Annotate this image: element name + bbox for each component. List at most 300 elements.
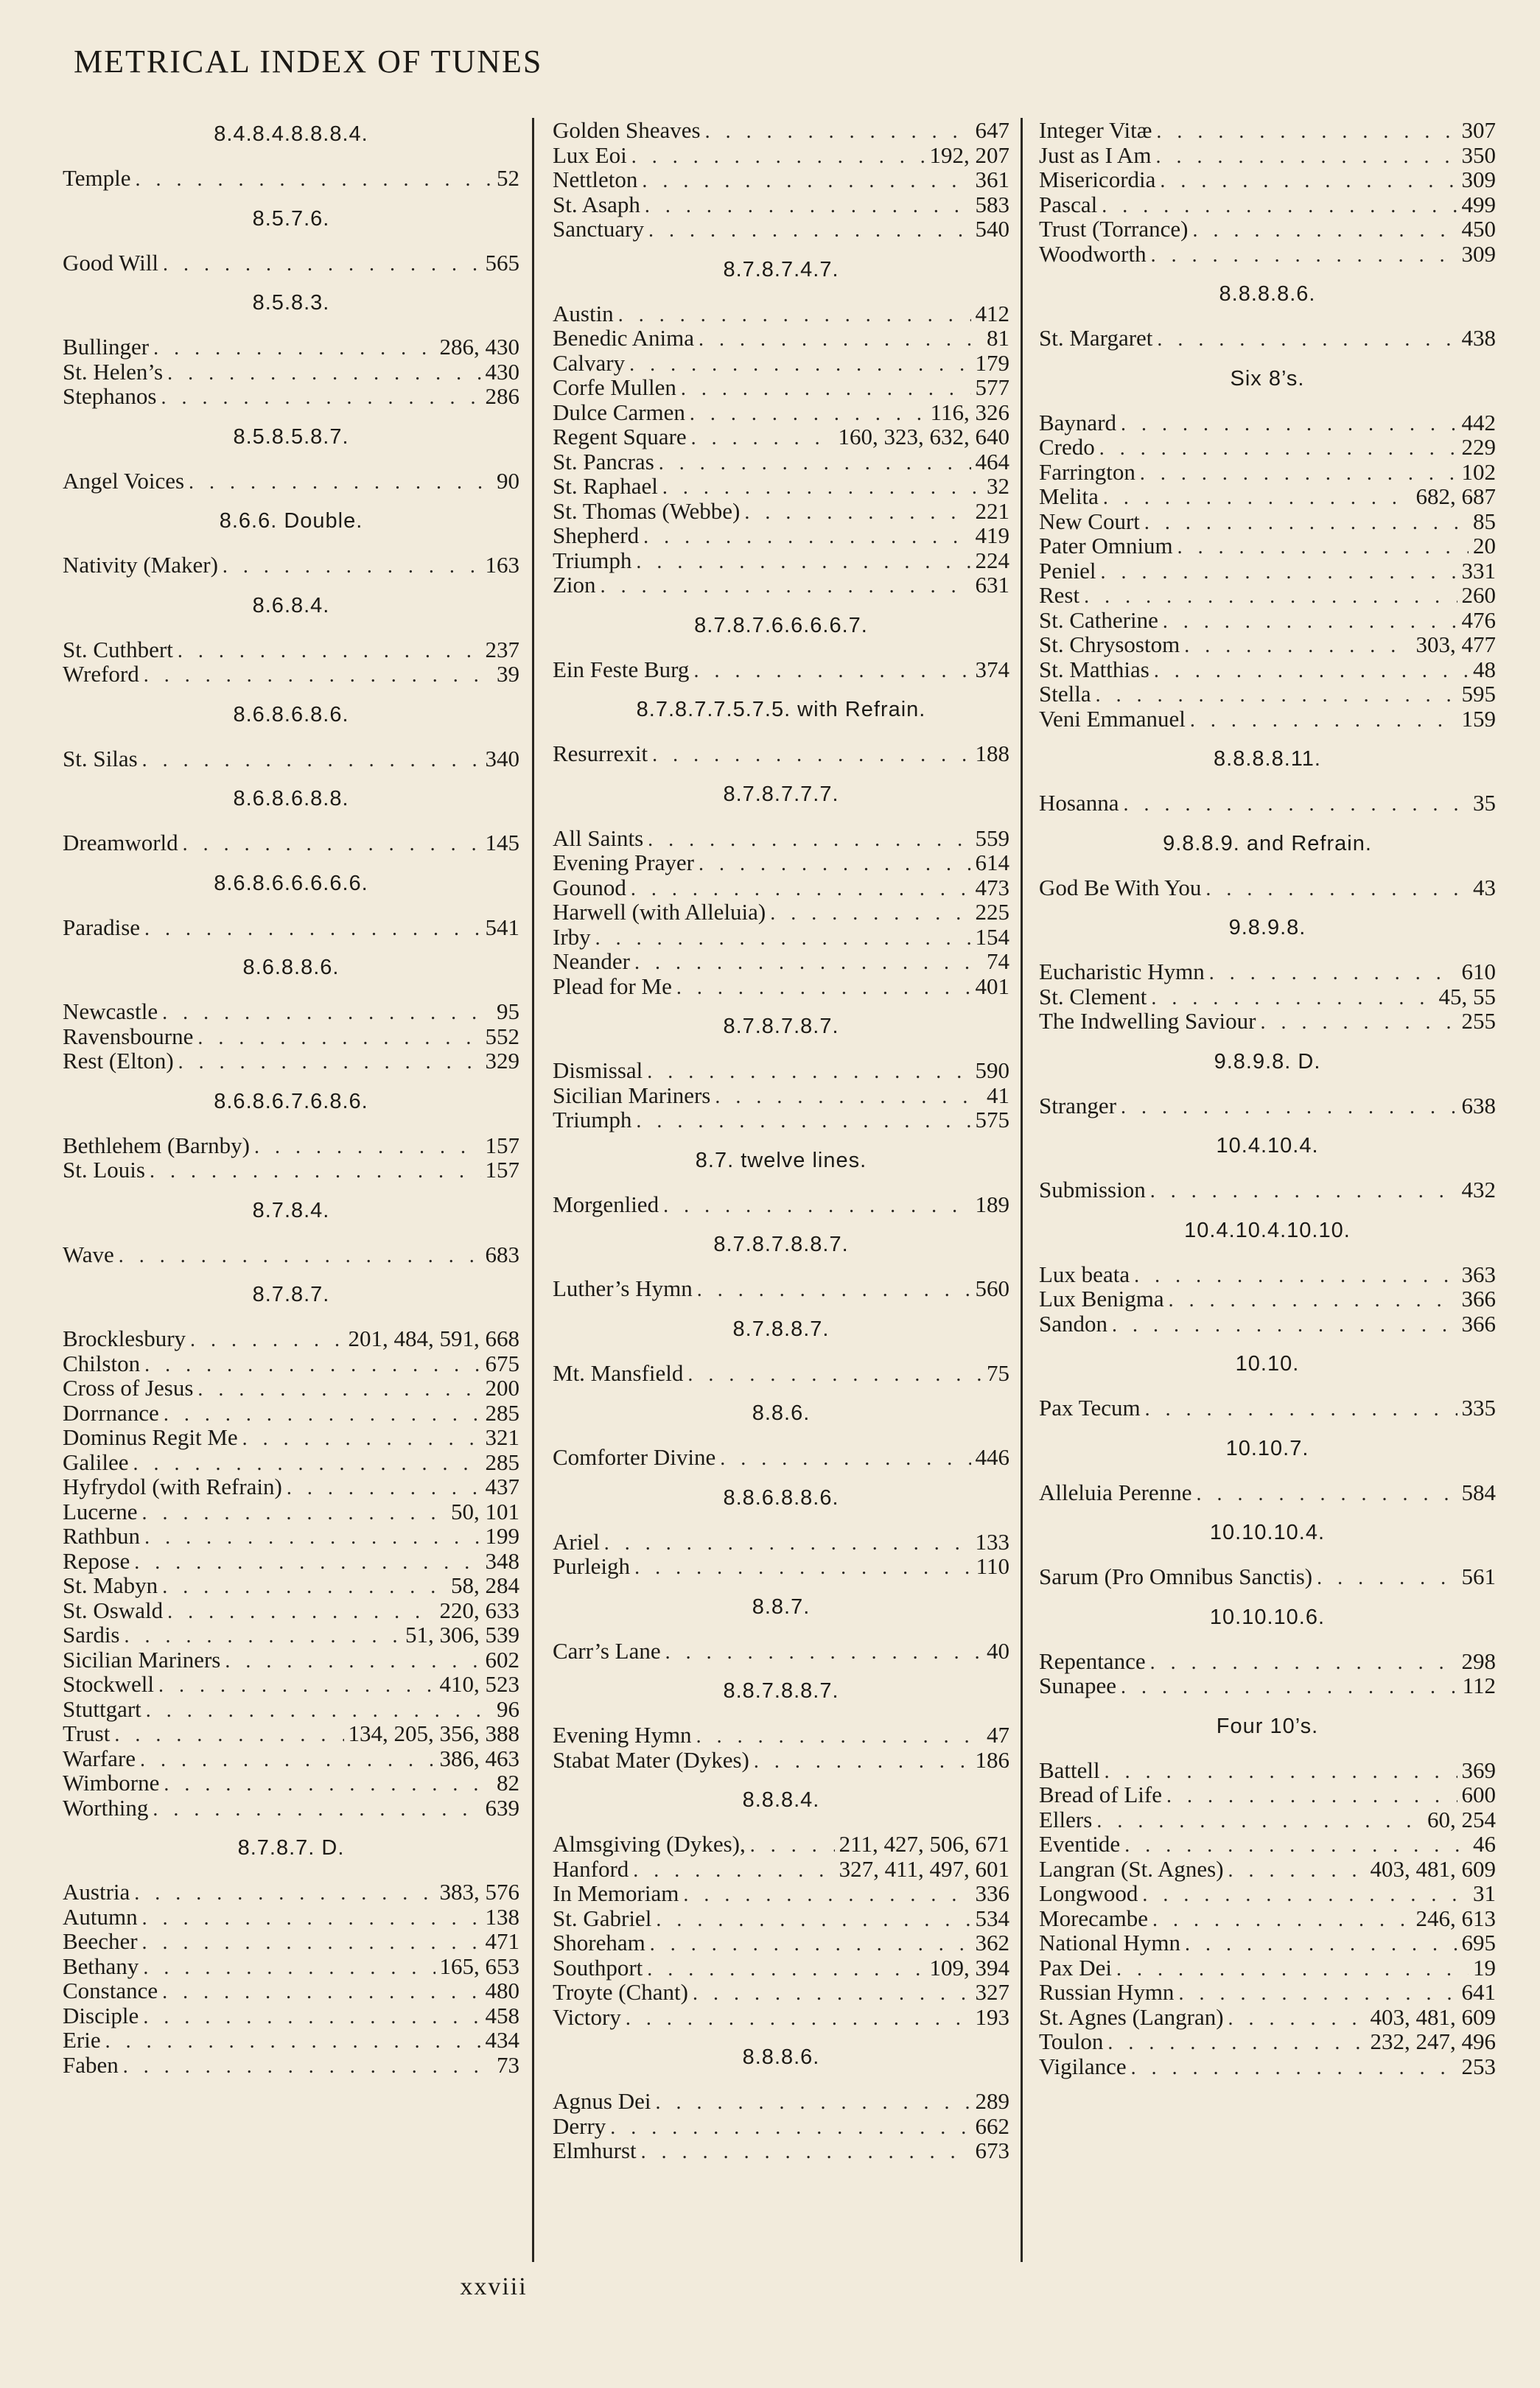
hymn-numbers: 116, 326 <box>930 399 1009 425</box>
tune-entry <box>63 1880 519 1905</box>
hymn-numbers: 560 <box>975 1275 1009 1301</box>
hymn-numbers: 600 <box>1461 1782 1496 1807</box>
meter-heading: 9.8.8.9. and Refrain. <box>1163 831 1372 855</box>
dot-leader <box>183 832 481 857</box>
hymn-numbers: 201, 484, 591, 668 <box>348 1326 519 1351</box>
dot-leader <box>770 901 970 926</box>
meter-section <box>1039 1046 1496 1118</box>
dot-leader <box>153 1797 480 1822</box>
tune-name: Southport <box>553 1954 643 1981</box>
dot-leader <box>1177 535 1469 560</box>
tune-name: St. Catherine <box>1039 606 1158 633</box>
tune-entry <box>553 925 1009 950</box>
tune-name: Hosanna <box>1039 790 1119 816</box>
hymn-numbers: 163 <box>485 552 519 578</box>
hymn-numbers: 335 <box>1461 1395 1496 1421</box>
meter-section <box>63 118 519 191</box>
tune-entry <box>1039 608 1496 633</box>
tune-entry <box>553 1083 1009 1108</box>
hymn-numbers: 96 <box>497 1695 519 1722</box>
tune-name: Peniel <box>1039 557 1096 584</box>
tune-name: Dulce Carmen <box>553 399 685 425</box>
dot-leader <box>1131 2056 1457 2081</box>
tune-name: Golden Sheaves <box>553 117 701 143</box>
hymn-numbers: 186 <box>975 1746 1009 1773</box>
meter-heading: 8.7.8.8.7. <box>732 1317 830 1341</box>
tune-entry <box>1039 435 1496 460</box>
tune-name: Bread of Life <box>1039 1782 1162 1807</box>
tune-entry <box>63 1929 519 1954</box>
tune-name: Stabat Mater (Dykes) <box>553 1746 749 1773</box>
hymn-numbers: 220, 633 <box>439 1597 519 1623</box>
tune-entry <box>63 2003 519 2028</box>
tune-name: Veni Emmanuel <box>1039 705 1186 732</box>
tune-entry <box>63 166 519 191</box>
hymn-numbers: 480 <box>485 1978 519 2003</box>
meter-section <box>1039 278 1496 351</box>
hymn-numbers: 446 <box>975 1444 1009 1470</box>
hymn-numbers: 75 <box>987 1359 1009 1386</box>
tune-name: Stockwell <box>63 1671 154 1697</box>
hymn-numbers: 165, 653 <box>439 1953 519 1979</box>
tune-name: Sandon <box>1039 1310 1107 1337</box>
hymn-numbers: 442 <box>1461 409 1496 435</box>
tune-name: Calvary <box>553 349 626 376</box>
tune-name: Ein Feste Burg <box>553 656 690 682</box>
meter-section <box>553 693 1009 766</box>
tune-name: Evening Prayer <box>553 850 694 875</box>
meter-section <box>63 505 519 578</box>
dot-leader <box>142 1501 447 1526</box>
dot-leader <box>750 1833 835 1858</box>
dot-leader <box>1121 1675 1458 1700</box>
tune-name: Cross of Jesus <box>63 1375 194 1401</box>
dot-leader <box>142 748 481 773</box>
dot-leader <box>1151 243 1457 268</box>
dot-leader <box>1105 1760 1457 1785</box>
tune-entry <box>553 1832 1009 1857</box>
tune-name: St. Cuthbert <box>63 636 173 662</box>
meter-section <box>553 609 1009 682</box>
hymn-numbers: 383, 576 <box>439 1879 519 1905</box>
hymn-numbers: 159 <box>1461 705 1496 732</box>
tune-name: Beecher <box>63 1928 138 1954</box>
tune-name: Integer Vitæ <box>1039 117 1152 143</box>
tune-name: Bethlehem (Barnby) <box>63 1132 250 1158</box>
meter-section <box>1039 743 1496 816</box>
tune-entry <box>553 974 1009 999</box>
dot-leader <box>1107 2031 1365 2056</box>
tune-entry <box>553 1748 1009 1773</box>
tune-entry <box>553 741 1009 766</box>
hymn-numbers: 361 <box>975 167 1009 192</box>
tune-name: Erie <box>63 2027 101 2053</box>
tune-entry <box>553 1445 1009 1470</box>
tune-name: Baynard <box>1039 409 1117 435</box>
tune-name: Regent Square <box>553 424 687 449</box>
dot-leader <box>683 1883 970 1908</box>
tune-entry <box>63 1326 519 1351</box>
meter-section <box>63 951 519 1074</box>
tune-name: Neander <box>553 948 630 974</box>
tune-entry <box>553 1107 1009 1132</box>
tune-entry <box>63 1796 519 1821</box>
hymn-numbers: 90 <box>497 467 519 494</box>
tune-entry <box>63 1133 519 1158</box>
dot-leader <box>1103 486 1412 511</box>
tune-name: Purleigh <box>553 1553 631 1579</box>
dot-leader <box>631 877 971 902</box>
dot-leader <box>641 2140 971 2165</box>
tune-name: Stephanos <box>63 383 157 409</box>
dot-leader <box>744 500 970 525</box>
tune-entry <box>553 1192 1009 1217</box>
tune-name: Ravensbourne <box>63 1023 194 1049</box>
meter-section <box>553 1313 1009 1386</box>
dot-leader <box>1102 194 1457 219</box>
meter-section <box>1039 363 1496 732</box>
hymn-numbers: 193 <box>975 2003 1009 2030</box>
hymn-numbers: 138 <box>485 1903 519 1930</box>
dot-leader <box>697 1278 971 1303</box>
dot-leader <box>754 1749 971 1774</box>
tune-entry <box>1039 1480 1496 1505</box>
tune-entry <box>1039 118 1496 143</box>
meter-section <box>1039 1214 1496 1337</box>
meter-section <box>63 589 519 687</box>
tune-entry <box>63 1771 519 1796</box>
meter-section <box>63 782 519 855</box>
tune-name: Battell <box>1039 1757 1100 1783</box>
tune-name: Worthing <box>63 1794 149 1821</box>
dot-leader <box>1084 584 1457 609</box>
dot-leader <box>1155 144 1457 169</box>
hymn-numbers: 85 <box>1473 508 1496 534</box>
hymn-numbers: 541 <box>485 914 519 940</box>
meter-section <box>553 1228 1009 1301</box>
hymn-numbers: 683 <box>485 1241 519 1267</box>
hymn-numbers: 473 <box>975 874 1009 900</box>
hymn-numbers: 109, 394 <box>929 1954 1009 1981</box>
dot-leader <box>1150 1179 1457 1204</box>
tune-name: Lux Benigma <box>1039 1286 1164 1312</box>
dot-leader <box>1144 511 1469 536</box>
meter-heading: Four 10’s. <box>1216 1714 1319 1738</box>
meter-section <box>553 2041 1009 2163</box>
dot-leader <box>1142 1883 1469 1908</box>
tune-entry <box>1039 533 1496 559</box>
tune-entry <box>553 301 1009 326</box>
dot-leader <box>650 1932 971 1957</box>
tune-entry <box>63 1598 519 1623</box>
meter-heading: 8.6.8.4. <box>252 593 330 617</box>
dot-leader <box>1209 961 1457 986</box>
hymn-numbers: 476 <box>1461 606 1496 633</box>
dot-leader <box>699 327 982 352</box>
meter-heading: 8.7.8.4. <box>252 1198 330 1222</box>
tune-entry <box>553 1361 1009 1386</box>
dot-leader <box>643 525 970 550</box>
hymn-numbers: 45, 55 <box>1438 983 1496 1009</box>
hymn-numbers: 401 <box>975 973 1009 999</box>
dot-leader <box>1099 436 1457 461</box>
meter-heading: 8.8.8.8.11. <box>1214 747 1321 771</box>
hymn-numbers: 307 <box>1461 117 1496 143</box>
dot-leader <box>1096 1809 1423 1834</box>
tune-entry <box>1039 1881 1496 1906</box>
dot-leader <box>687 1362 982 1387</box>
hymn-numbers: 662 <box>975 2112 1009 2139</box>
dot-leader <box>595 926 971 951</box>
dot-leader <box>162 1575 447 1600</box>
tune-entry <box>1039 875 1496 900</box>
meter-heading: 8.8.8.6. <box>742 2045 820 2069</box>
dot-leader <box>142 1930 481 1955</box>
hymn-numbers: 412 <box>975 300 1009 326</box>
tune-entry <box>553 949 1009 974</box>
dot-leader <box>601 574 971 599</box>
tune-name: St. Helen’s <box>63 358 164 385</box>
meter-heading: 8.6.8.6.8.6. <box>233 702 349 726</box>
tune-entry <box>553 1881 1009 1906</box>
tune-entry <box>63 1401 519 1426</box>
meter-section <box>63 1194 519 1267</box>
dot-leader <box>676 976 971 1001</box>
meter-heading: 10.10.7. <box>1225 1436 1309 1460</box>
dot-leader <box>142 1906 481 1931</box>
hymn-numbers: 229 <box>1461 434 1496 460</box>
tune-name: Victory <box>553 2003 621 2030</box>
tune-entry <box>63 1978 519 2003</box>
dot-leader <box>1145 1397 1457 1422</box>
tune-entry <box>63 1242 519 1267</box>
hymn-numbers: 675 <box>485 1350 519 1376</box>
hymn-numbers: 51, 306, 539 <box>405 1622 519 1648</box>
meter-section <box>553 1591 1009 1664</box>
tune-entry <box>63 1376 519 1401</box>
meter-section <box>1039 911 1496 1034</box>
dot-leader <box>629 352 970 377</box>
tune-entry <box>553 523 1009 548</box>
hymn-numbers: 224 <box>975 547 1009 573</box>
hymn-numbers: 134, 205, 356, 388 <box>348 1720 519 1746</box>
meter-heading: 10.4.10.4.10.10. <box>1184 1218 1351 1242</box>
tune-name: St. Matthias <box>1039 656 1149 682</box>
tune-entry <box>1039 632 1496 657</box>
tune-name: Pax Tecum <box>1039 1395 1141 1421</box>
meter-section <box>553 1010 1009 1132</box>
hymn-numbers: 286, 430 <box>439 334 519 360</box>
tune-name: Rest <box>1039 582 1080 608</box>
meter-section <box>553 1397 1009 1470</box>
hymn-numbers: 419 <box>975 522 1009 548</box>
tune-name: Rathbun <box>63 1523 141 1549</box>
dot-leader <box>167 361 480 386</box>
meter-section <box>553 778 1009 999</box>
hymn-numbers: 221 <box>975 497 1009 524</box>
meter-heading: 9.8.9.8. D. <box>1214 1049 1321 1074</box>
meter-section <box>63 1278 519 1820</box>
dot-leader <box>715 1085 982 1110</box>
meter-section <box>1039 1601 1496 1698</box>
tune-entry <box>63 1351 519 1376</box>
tune-entry <box>1039 217 1496 242</box>
tune-entry <box>553 326 1009 351</box>
tune-name: Ariel <box>553 1528 600 1555</box>
tune-name: Luther’s Hymn <box>553 1275 693 1301</box>
dot-leader <box>1151 986 1434 1011</box>
dot-leader <box>167 1600 435 1625</box>
tune-name: Sicilian Mariners <box>553 1082 711 1108</box>
tune-name: Dominus Regit Me <box>63 1424 238 1450</box>
dot-leader <box>162 1001 492 1026</box>
tune-name: Langran (St. Agnes) <box>1039 1855 1224 1882</box>
tune-name: St. Gabriel <box>553 1905 652 1931</box>
tune-name: Dismissal <box>553 1057 643 1083</box>
tune-entry <box>1039 1930 1496 1955</box>
tune-name: Morecambe <box>1039 1905 1149 1931</box>
tune-name: Eucharistic Hymn <box>1039 959 1205 984</box>
tune-entry <box>1039 1093 1496 1118</box>
meter-section <box>1039 1710 1496 2079</box>
tune-entry <box>553 900 1009 925</box>
tune-entry <box>63 1905 519 1930</box>
tune-name: Credo <box>1039 434 1095 460</box>
dot-leader <box>659 451 971 476</box>
meter-heading: 8.6.8.8.6. <box>242 956 340 979</box>
hymn-numbers: 189 <box>975 1191 1009 1217</box>
hymn-numbers: 95 <box>497 998 519 1024</box>
hymn-numbers: 327 <box>975 1979 1009 2005</box>
tune-entry <box>1039 1758 1496 1783</box>
hymn-numbers: 559 <box>975 824 1009 851</box>
tune-name: Comforter Divine <box>553 1444 716 1470</box>
tune-entry <box>63 1697 519 1722</box>
tune-name: St. Chrysostom <box>1039 631 1180 657</box>
dot-leader <box>642 169 970 194</box>
dot-leader <box>136 167 492 192</box>
tune-name: Triumph <box>553 547 632 573</box>
dot-leader <box>696 1724 982 1749</box>
tune-entry <box>1039 484 1496 509</box>
meter-heading: 8.5.8.3. <box>252 291 330 315</box>
tune-name: Austin <box>553 300 614 326</box>
column-divider-1 <box>532 118 534 2262</box>
hymn-numbers: 60, 254 <box>1427 1806 1496 1832</box>
dot-leader <box>223 554 481 579</box>
tune-name: Farrington <box>1039 458 1135 485</box>
tune-entry <box>553 499 1009 524</box>
tune-entry <box>553 826 1009 851</box>
tune-entry <box>1039 984 1496 1009</box>
tune-entry <box>63 335 519 360</box>
meter-section <box>63 421 519 494</box>
tune-entry <box>1039 1396 1496 1421</box>
tune-name: Longwood <box>1039 1880 1138 1906</box>
dot-leader <box>1121 412 1457 437</box>
dot-leader <box>1196 1482 1457 1507</box>
tune-name: Shepherd <box>553 522 640 548</box>
tune-name: Disciple <box>63 2002 139 2028</box>
tune-entry <box>1039 791 1496 816</box>
dot-leader <box>693 1981 971 2006</box>
tune-entry <box>1039 1832 1496 1857</box>
dot-leader <box>144 663 492 688</box>
tune-name: Constance <box>63 1978 158 2003</box>
tune-entry <box>553 1857 1009 1882</box>
dot-leader <box>1178 1981 1457 2006</box>
hymn-numbers: 366 <box>1461 1310 1496 1337</box>
tune-entry <box>63 662 519 687</box>
dot-leader <box>1154 659 1469 684</box>
dot-leader <box>636 550 970 575</box>
hymn-numbers: 232, 247, 496 <box>1370 2028 1496 2054</box>
hymn-numbers: 369 <box>1461 1757 1496 1783</box>
hymn-numbers: 602 <box>485 1646 519 1673</box>
tune-entry <box>1039 2005 1496 2030</box>
hymn-numbers: 237 <box>485 636 519 662</box>
tune-entry <box>63 1622 519 1648</box>
tune-name: Pax Dei <box>1039 1954 1113 1981</box>
dot-leader <box>150 1159 481 1184</box>
hymn-numbers: 211, 427, 506, 671 <box>839 1831 1009 1857</box>
tune-name: Newcastle <box>63 998 158 1024</box>
tune-name: Repentance <box>1039 1648 1146 1674</box>
tune-entry <box>1039 1906 1496 1931</box>
tune-entry <box>1039 1009 1496 1034</box>
tune-name: Woodworth <box>1039 240 1147 267</box>
meter-section <box>1039 1516 1496 1589</box>
meter-section <box>1039 1432 1496 1505</box>
tune-entry <box>63 2053 519 2078</box>
hymn-numbers: 52 <box>497 165 519 191</box>
tune-name: The Indwelling Saviour <box>1039 1008 1256 1034</box>
dot-leader <box>146 1698 492 1723</box>
tune-name: Sicilian Mariners <box>63 1646 221 1673</box>
tune-entry <box>1039 1262 1496 1287</box>
hymn-numbers: 298 <box>1461 1648 1496 1674</box>
tune-name: Good Will <box>63 249 158 276</box>
hymn-numbers: 20 <box>1473 533 1496 559</box>
dot-leader <box>633 1858 834 1883</box>
tune-entry <box>553 449 1009 475</box>
hymn-numbers: 102 <box>1461 458 1496 485</box>
hymn-numbers: 363 <box>1461 1261 1496 1287</box>
tune-entry <box>63 1672 519 1697</box>
hymn-numbers: 309 <box>1461 240 1496 267</box>
tune-name: Hanford <box>553 1855 629 1882</box>
tune-entry <box>553 2005 1009 2030</box>
tune-entry <box>63 1573 519 1598</box>
meter-section <box>1039 118 1496 266</box>
tune-entry <box>63 1425 519 1450</box>
tune-name: St. Clement <box>1039 983 1147 1009</box>
dot-leader <box>144 1353 480 1378</box>
hymn-numbers: 639 <box>485 1794 519 1821</box>
meter-section <box>553 1675 1009 1772</box>
hymn-numbers: 552 <box>485 1023 519 1049</box>
tune-name: Triumph <box>553 1107 632 1132</box>
hymn-numbers: 41 <box>987 1082 1009 1108</box>
tune-name: Warfare <box>63 1745 136 1771</box>
tune-name: Rest (Elton) <box>63 1048 174 1074</box>
dot-leader <box>1160 169 1457 194</box>
dot-leader <box>631 144 925 169</box>
dot-leader <box>161 385 480 410</box>
tune-name: New Court <box>1039 508 1140 534</box>
hymn-numbers: 133 <box>975 1528 1009 1555</box>
tune-entry <box>63 1746 519 1771</box>
